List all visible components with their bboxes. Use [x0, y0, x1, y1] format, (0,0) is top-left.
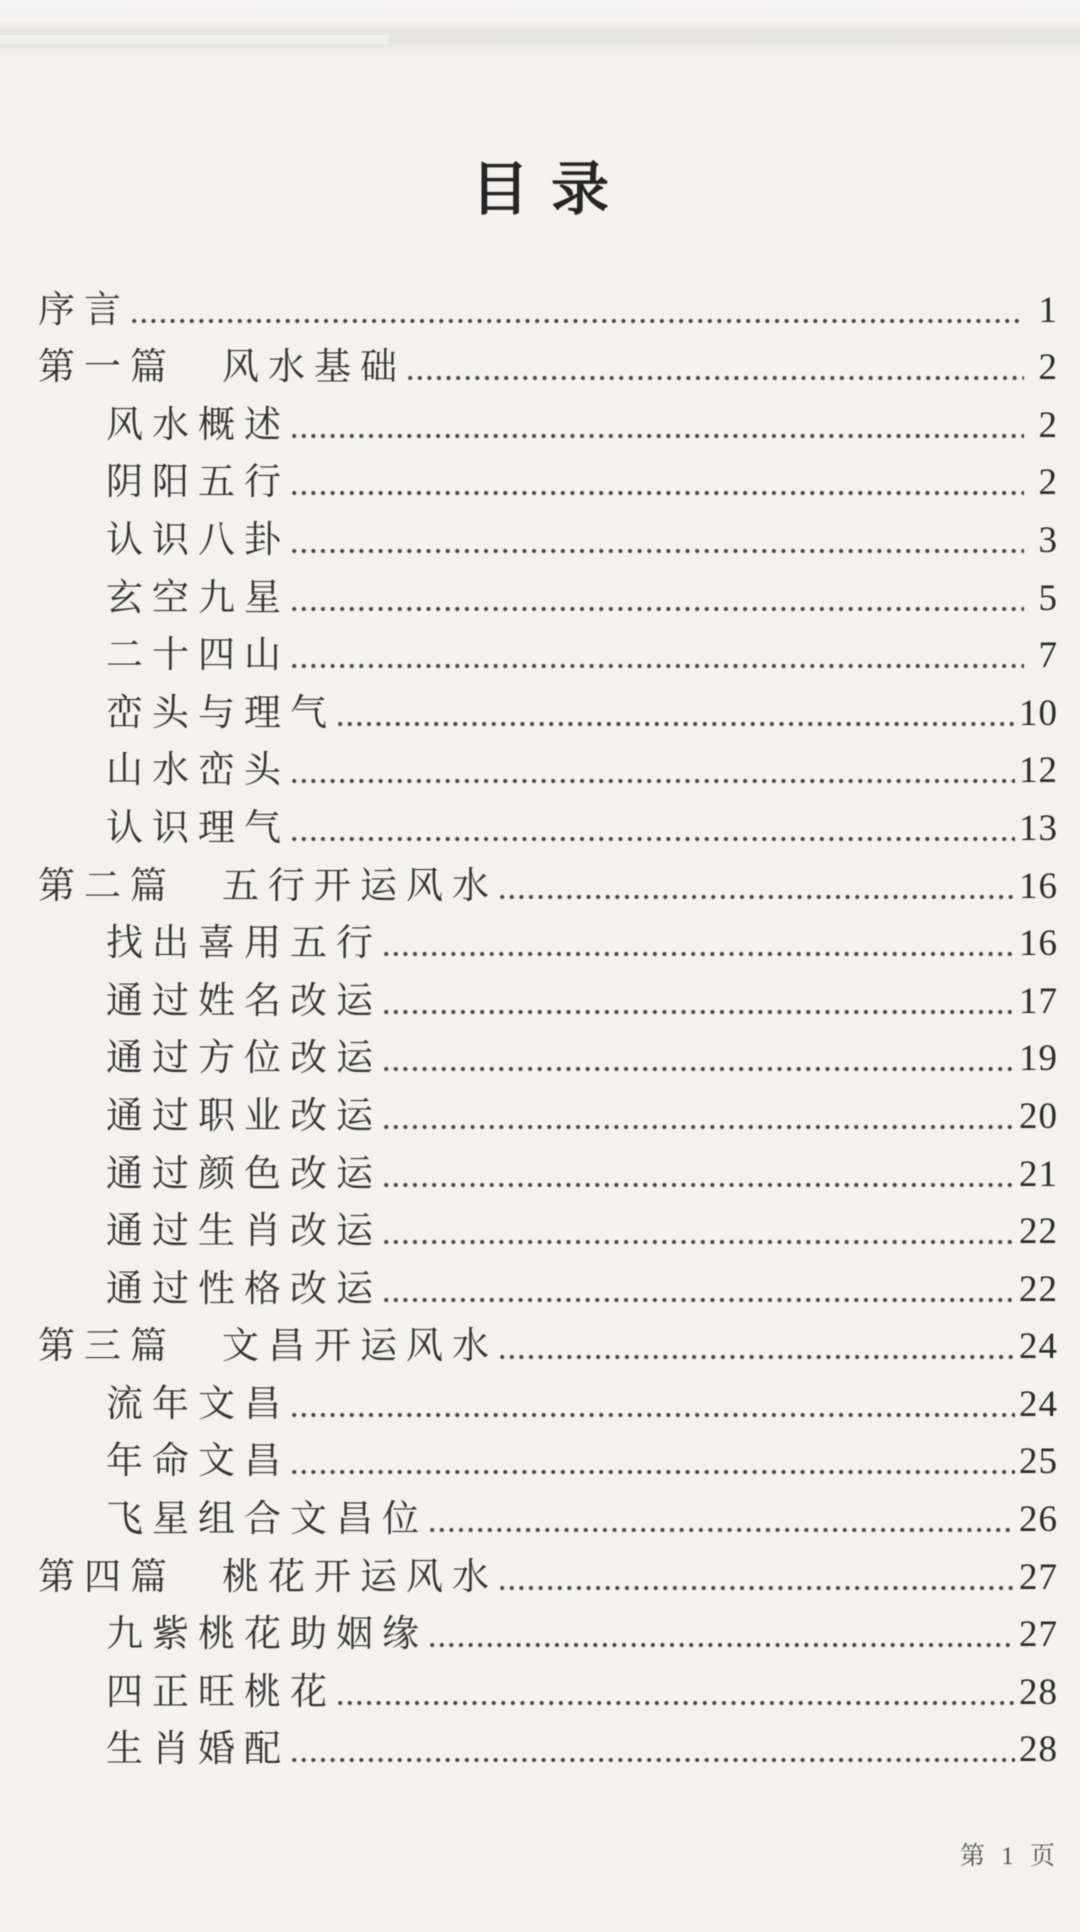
toc-entry: [38, 386, 1058, 444]
toc-entry-title: 通过方位改运: [106, 1038, 382, 1080]
toc-entry-title: 生肖婚配: [106, 1729, 290, 1771]
dot-leader: [292, 489, 1024, 501]
toc-entry-page: 22: [1019, 1268, 1058, 1310]
toc-entry: [38, 905, 1058, 963]
toc-entry-page: 24: [1019, 1383, 1058, 1425]
toc-entry-title: 第二篇 五行开运风水: [38, 865, 498, 907]
toc-entry-page: 19: [1019, 1038, 1058, 1080]
dot-leader: [430, 1526, 1015, 1538]
dot-leader: [292, 835, 1015, 847]
toc-entry-page: 22: [1019, 1211, 1058, 1253]
dot-leader: [384, 1008, 1015, 1020]
toc-entry-title: 第三篇 文昌开运风水: [38, 1326, 498, 1368]
toc-entry-title: 序言: [38, 289, 130, 331]
toc-entry: [38, 962, 1058, 1020]
toc-entry: [38, 271, 1058, 329]
dot-leader: [338, 1699, 1015, 1711]
dot-leader: [408, 374, 1024, 386]
toc-entry-title: 第四篇 桃花开运风水: [38, 1556, 498, 1598]
toc-entry: [38, 329, 1058, 387]
toc-entry: [38, 1020, 1058, 1078]
toc-entry-page: 7: [1038, 635, 1058, 677]
toc-entry-page: 2: [1038, 462, 1058, 504]
page-number-footer: 第 1 页: [959, 1843, 1060, 1870]
dot-leader: [292, 547, 1024, 559]
toc-entry-page: 5: [1038, 577, 1058, 619]
toc-entry-title: 飞星组合文昌位: [106, 1499, 428, 1541]
toc-entry: [38, 1193, 1058, 1251]
page-title: 目录: [470, 157, 631, 222]
toc-entry-title: 山水峦头: [106, 750, 290, 792]
toc-entry-title: 二十四山: [106, 635, 290, 677]
toc-entry-page: 16: [1019, 865, 1058, 907]
dot-leader: [384, 950, 1015, 962]
toc-entry-title: 玄空九星: [106, 577, 290, 619]
dot-leader: [430, 1641, 1015, 1653]
toc-entry-title: 通过颜色改运: [106, 1153, 382, 1195]
toc-entry: [38, 444, 1058, 502]
dot-leader: [132, 317, 1024, 329]
toc-entry-page: 3: [1038, 519, 1058, 561]
toc-entry-title: 九紫桃花助姻缘: [106, 1614, 428, 1656]
toc-entry-title: 通过生肖改运: [106, 1211, 382, 1253]
toc-entry-page: 12: [1019, 750, 1058, 792]
toc-entry: [38, 732, 1058, 790]
toc-entry: [38, 1538, 1058, 1596]
toc-entry-page: 2: [1038, 404, 1058, 446]
toc-entry-page: 28: [1019, 1671, 1058, 1713]
toc-entry-title: 认识理气: [106, 807, 290, 849]
toc-entry-title: 第一篇 风水基础: [38, 347, 406, 389]
dot-leader: [292, 1468, 1015, 1480]
toc-entry-title: 通过姓名改运: [106, 980, 382, 1022]
toc-entry: [38, 1077, 1058, 1135]
toc-entry: [38, 1250, 1058, 1308]
toc-entry: [38, 1596, 1058, 1654]
toc-entry-title: 认识八卦: [106, 519, 290, 561]
toc-entry-title: 四正旺桃花: [106, 1671, 336, 1713]
toc-entry-title: 阴阳五行: [106, 462, 290, 504]
toc-entry: [38, 789, 1058, 847]
toc-entry-page: 27: [1019, 1614, 1058, 1656]
toc-entry-title: 找出喜用五行: [106, 923, 382, 965]
dot-leader: [500, 1353, 1015, 1365]
toc-entry: [38, 674, 1058, 732]
toc-entry-page: 10: [1019, 692, 1058, 734]
toc-entry: [38, 559, 1058, 617]
dot-leader: [384, 1123, 1015, 1135]
toc-entry: [38, 1653, 1058, 1711]
toc-entry: [38, 501, 1058, 559]
toc-entry-title: 峦头与理气: [106, 692, 336, 734]
toc-entry: [38, 1135, 1058, 1193]
toc-entry-title: 通过性格改运: [106, 1268, 382, 1310]
toc-entry: [38, 1480, 1058, 1541]
toc-entry: [38, 1711, 1058, 1769]
toc-entry-page: 20: [1019, 1095, 1058, 1137]
dot-leader: [384, 1296, 1015, 1308]
toc-entry-title: 流年文昌: [106, 1383, 290, 1425]
dot-leader: [384, 1065, 1015, 1077]
dot-leader: [384, 1181, 1015, 1193]
toc-entry-page: 16: [1019, 923, 1058, 965]
toc-entry-page: 28: [1019, 1729, 1058, 1771]
toc-entry: [38, 1365, 1058, 1423]
toc-entry-page: 25: [1019, 1441, 1058, 1483]
dot-leader: [292, 662, 1024, 674]
toc-entry-title: 通过职业改运: [106, 1095, 382, 1137]
toc-entry: [38, 617, 1058, 675]
dot-leader: [292, 1756, 1015, 1768]
toc-entry-page: 24: [1019, 1326, 1058, 1368]
toc-entry-page: 2: [1038, 347, 1058, 389]
toc-entry-title: 年命文昌: [106, 1441, 290, 1483]
toc-entry-page: 21: [1019, 1153, 1058, 1195]
toc-entry-title: 风水概述: [106, 404, 290, 446]
dot-leader: [338, 720, 1015, 732]
dot-leader: [292, 432, 1024, 444]
toc-entry-page: 1: [1038, 289, 1058, 331]
dot-leader: [384, 1238, 1015, 1250]
dot-leader: [292, 605, 1024, 617]
toc-entry: [38, 847, 1058, 905]
toc-entry-page: 13: [1019, 807, 1058, 849]
toc-entry-page: 27: [1019, 1556, 1058, 1598]
toc-entry-page: 26: [1019, 1499, 1058, 1541]
dot-leader: [500, 1584, 1015, 1596]
dot-leader: [292, 1411, 1015, 1423]
toc-entry-page: 17: [1019, 980, 1058, 1022]
dot-leader: [500, 893, 1015, 905]
dot-leader: [292, 777, 1015, 789]
toc-entry: [38, 1308, 1058, 1366]
toc-entry: [38, 1423, 1058, 1481]
toc-list: [38, 271, 1058, 1771]
